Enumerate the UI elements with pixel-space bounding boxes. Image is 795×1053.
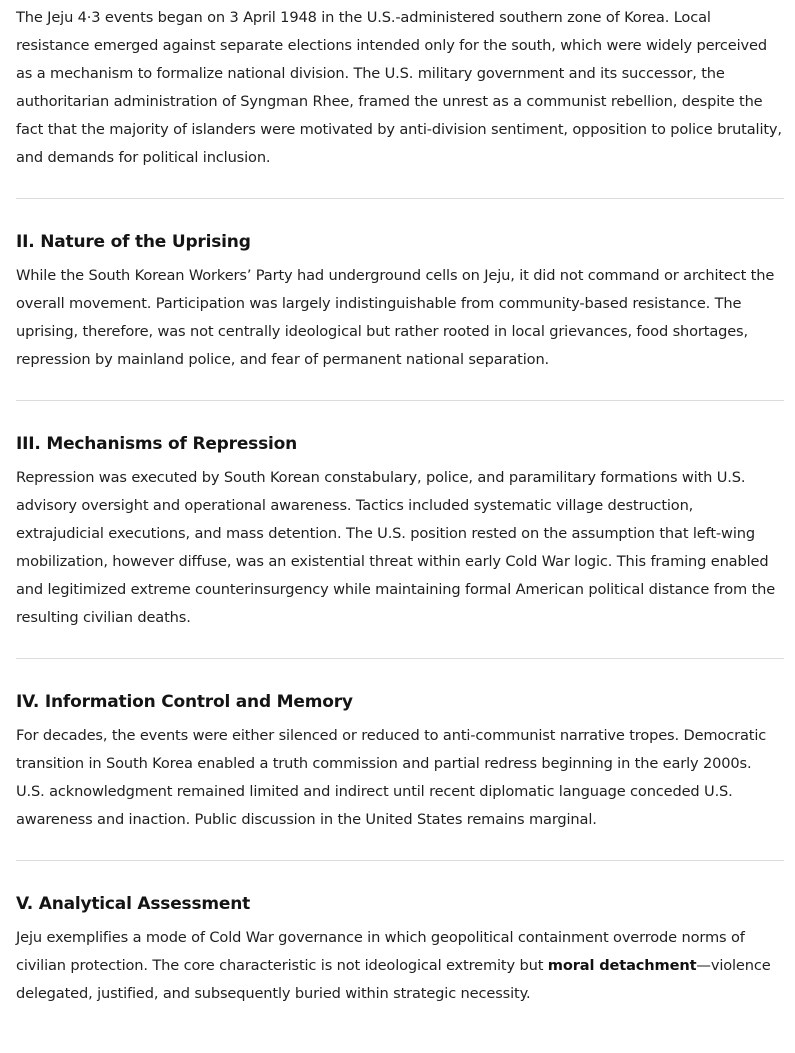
section-divider [16, 400, 784, 401]
section-body-mechanisms-of-repression: Repression was executed by South Korean constabulary, police, and paramilitary formations with U.S. advisory oversight and operational awareness. Tactics included systematic village destruction, extrajudicial executions, and mass detention. The U.S. position rested on the assumption that left-wing mobilization, however diffuse, was an existential threat within early Cold War logic. This framing enabled and legitimized extreme counterinsurgency while maintaining formal American political distance from the resulting civilian deaths. [16, 469, 776, 626]
section-divider [16, 658, 784, 659]
section-title-nature-of-uprising: II. Nature of the Uprising [16, 232, 251, 252]
section-divider [16, 860, 784, 861]
section-body-nature-of-uprising: While the South Korean Workers’ Party had underground cells on Jeju, it did not command or architect the overall movement. Participation was largely indistinguishable from community-based resistance. The uprising, therefore, was not centrally ideological but rather rooted in local grievances, food shortages, repression by mainland police, and fear of permanent national separation. [16, 267, 775, 368]
body-text-before: Jeju exemplifies a mode of Cold War governance in which geopolitical containment overrode norms of civilian protection. The core characteristic is not ideological extremity but [16, 929, 745, 974]
section-divider [16, 198, 784, 199]
section-body-information-control: For decades, the events were either silenced or reduced to anti-communist narrative tropes. Democratic transition in South Korea enabled a truth commission and partial redress beginning in the early 2000s. U.S. acknowledgment remained limited and indirect until recent diplomatic language conceded U.S. awareness and inaction. Public discussion in the United States remains marginal. [16, 727, 767, 828]
section-body-analytical-assessment [16, 924, 784, 1008]
section-title-mechanisms-of-repression: III. Mechanisms of Repression [16, 434, 297, 454]
emphasis-moral-detachment: moral detachment [547, 957, 697, 974]
section-title-information-control: IV. Information Control and Memory [16, 692, 353, 712]
section-title-analytical-assessment: V. Analytical Assessment [16, 894, 251, 914]
body-text-after: —violence delegated, justified, and subsequently buried within strategic necessity. [16, 957, 771, 1002]
intro-paragraph: The Jeju 4·3 events began on 3 April 1948 in the U.S.-administered southern zone of Korea. Local resistance emerged against separate elections intended only for the south, which were widely perceived as a mechanism to formalize national division. The U.S. military government and its successor, the authoritarian administration of Syngman Rhee, framed the unrest as a communist rebellion, despite the fact that the majority of islanders were motivated by anti-division sentiment, opposition to police brutality, and demands for political inclusion. [16, 9, 782, 166]
